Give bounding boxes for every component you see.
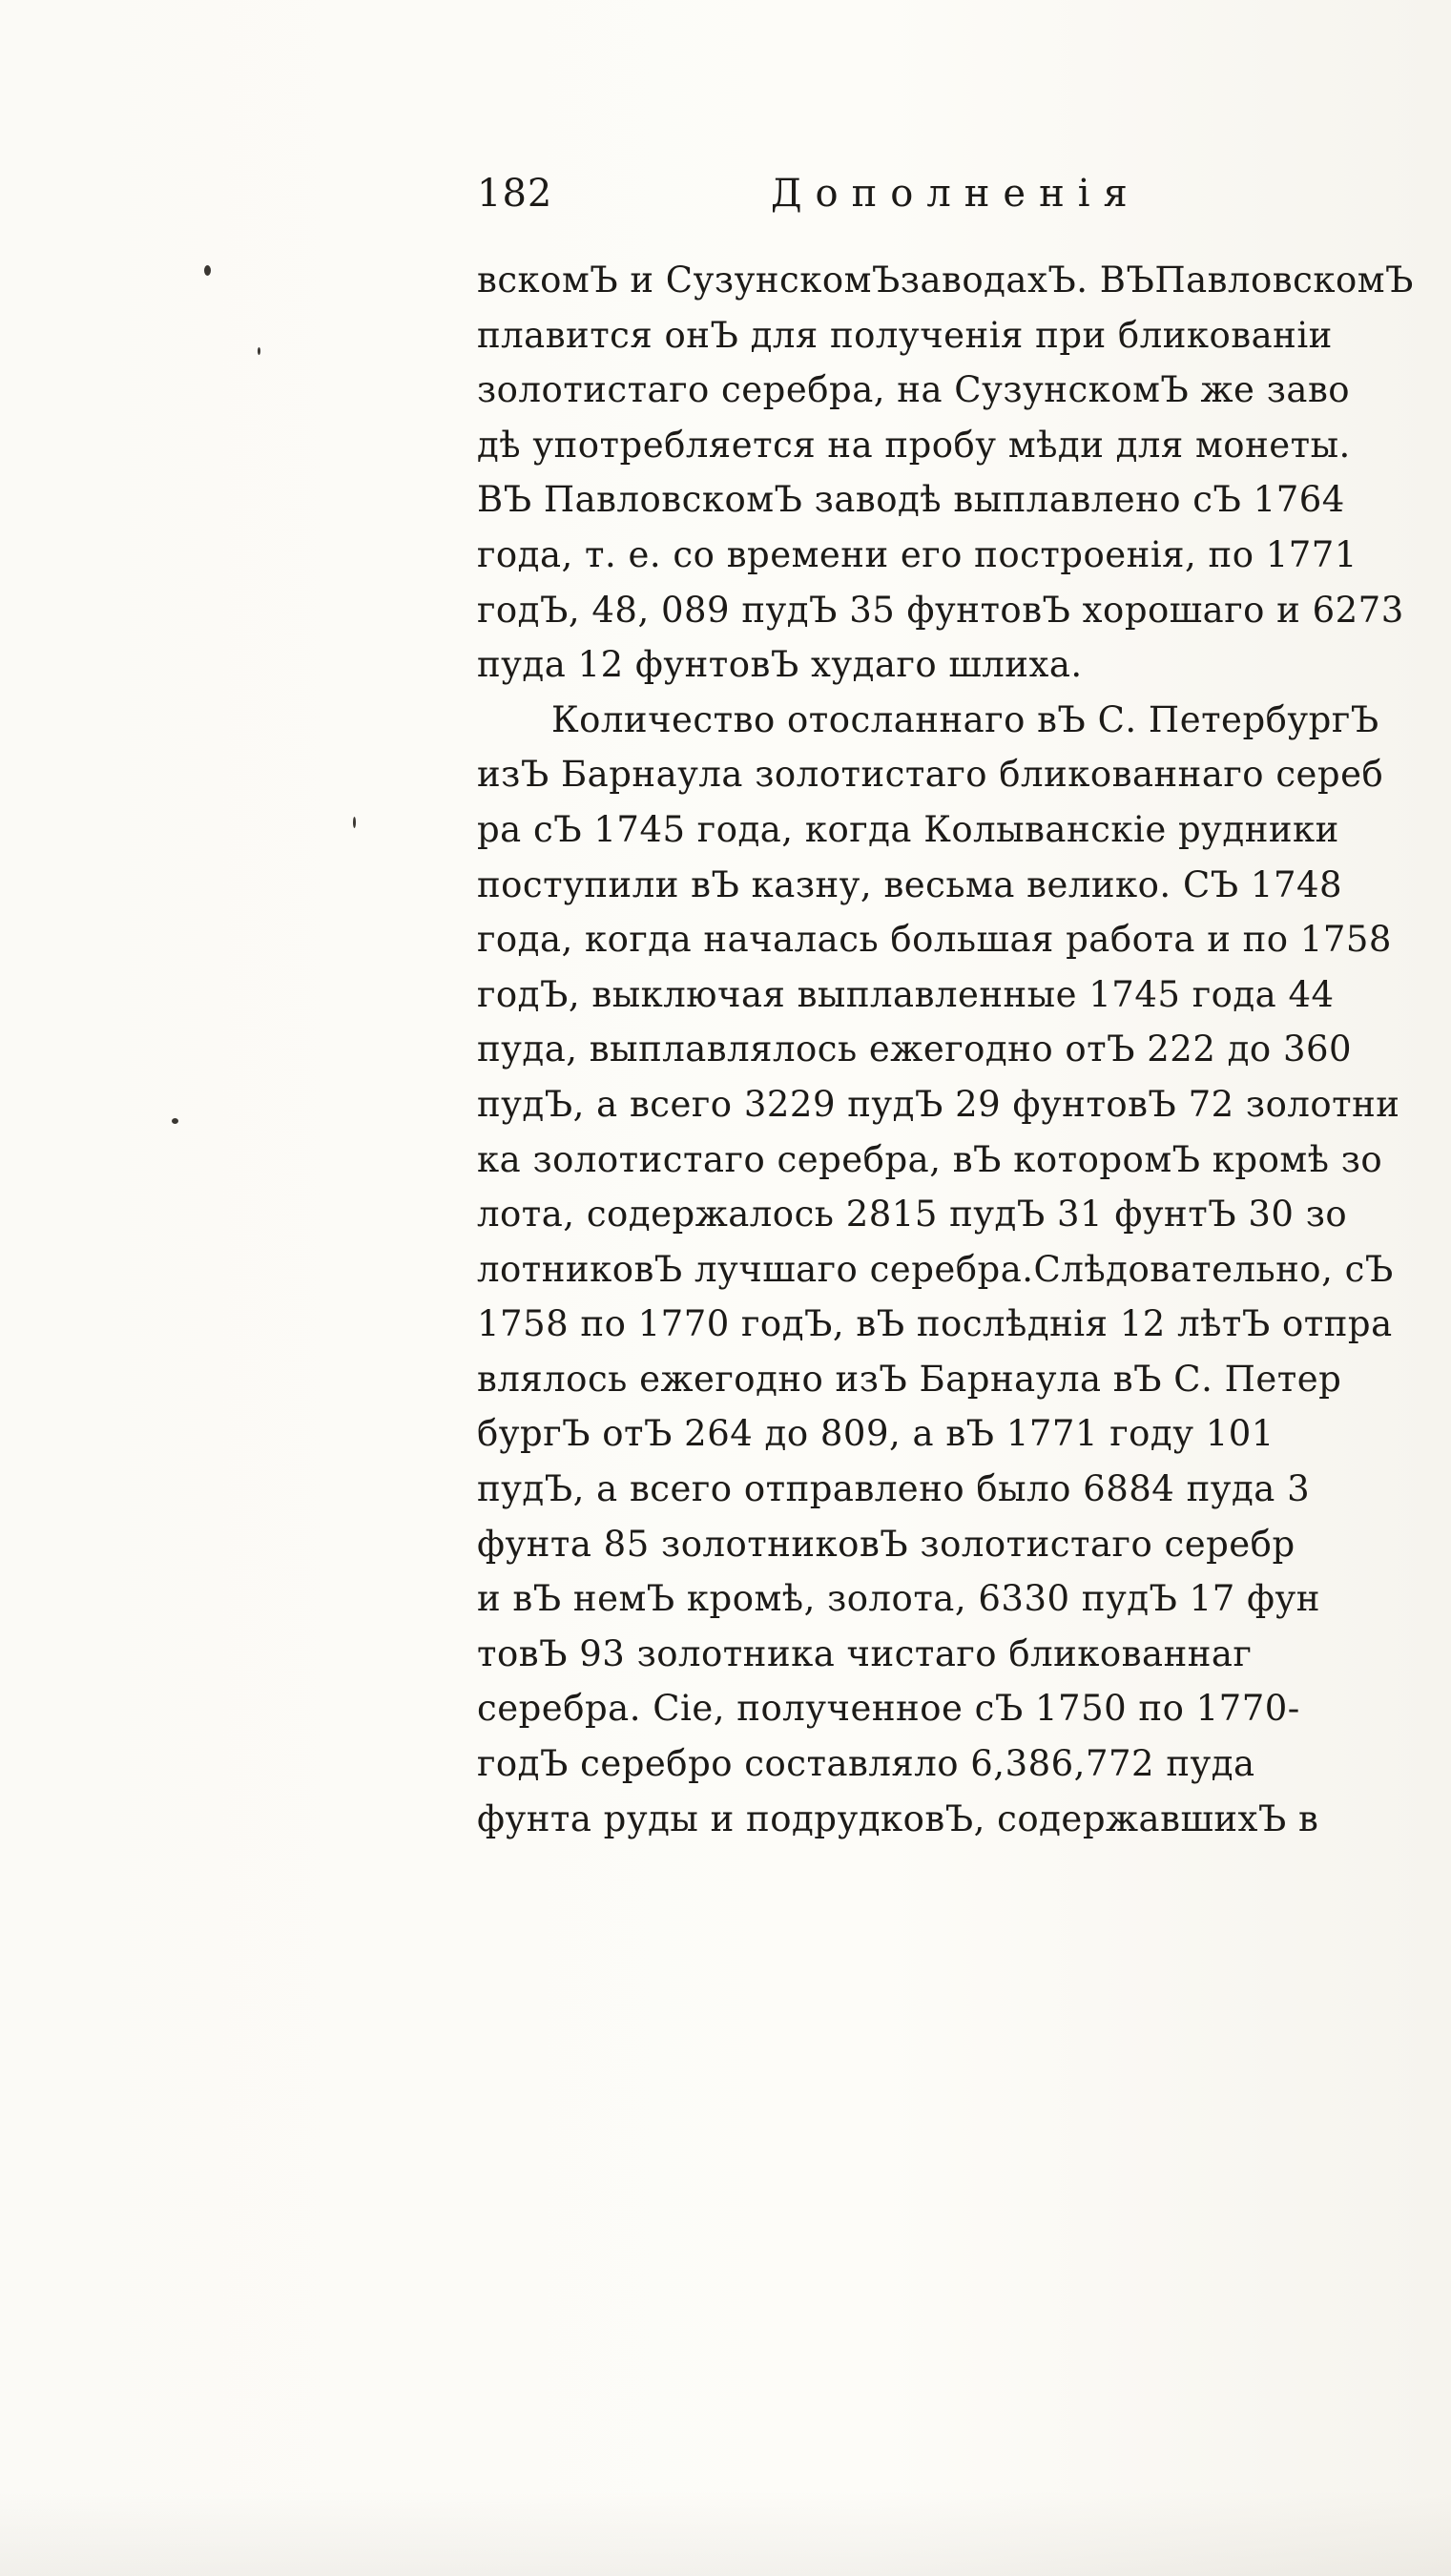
page-edge-shadow [0, 2490, 1451, 2576]
text-line: поступили вЪ казну, весьма велико. СЪ 1748 [477, 863, 1343, 905]
text-line: пудЪ, а всего отправлено было 6884 пуда 3 [477, 1468, 1311, 1510]
text-line: серебра. Сіе, полученное сЪ 1750 по 1770- [477, 1688, 1300, 1730]
body-text [477, 253, 1451, 1846]
page-header [477, 172, 1451, 229]
text-line: и вЪ немЪ кромѣ, золота, 6330 пудЪ 17 фун [477, 1578, 1320, 1620]
text-line: лотниковЪ лучшаго серебра.Слѣдовательно, сЪ [477, 1248, 1394, 1290]
text-line: годЪ, 48, 089 пудЪ 35 фунтовЪ хорошаго и 6273 [477, 589, 1404, 631]
text-line: пуда 12 фунтовЪ худаго шлиха. [477, 644, 1083, 686]
text-line: фунта 85 золотниковЪ золотистаго серебр [477, 1523, 1296, 1565]
text-line: плавится онЪ для полученія при бликованіи [477, 314, 1333, 356]
text-line: дѣ употребляется на пробу мѣди для монеты. [477, 424, 1351, 466]
ink-speck [172, 1118, 178, 1124]
text-line: годЪ серебро составляло 6,386,772 пуда [477, 1743, 1255, 1785]
text-line: пудЪ, а всего 3229 пудЪ 29 фунтовЪ 72 золотни [477, 1083, 1400, 1125]
text-line: года, когда началась большая работа и по 1758 [477, 919, 1392, 961]
ink-speck [204, 265, 211, 276]
text-line: вскомЪ и СузунскомЪзаводахЪ. ВЪПавловскомЪ [477, 260, 1414, 301]
text-line: золотистаго серебра, на СузунскомЪ же заво [477, 369, 1351, 411]
text-line: фунта руды и подрудковЪ, содержавшихЪ в [477, 1797, 1319, 1839]
paragraph-first-line: Количество отосланнаго вЪ С. ПетербургЪ [551, 698, 1379, 740]
text-line: ВЪ ПавловскомЪ заводѣ выплавлено сЪ 1764 [477, 479, 1345, 521]
text-line: изЪ Барнаула золотистаго бликованнаго сереб [477, 754, 1384, 796]
text-line: года, т. е. со времени его построенія, по 1771 [477, 533, 1358, 575]
text-line: бургЪ отЪ 264 до 809, а вЪ 1771 году 101 [477, 1413, 1275, 1455]
text-line: влялось ежегодно изЪ Барнаула вЪ С. Петер [477, 1358, 1342, 1400]
running-title: Дополненія [771, 172, 1141, 216]
text-line: ра сЪ 1745 года, когда Колыванскіе рудники [477, 808, 1339, 850]
text-line: 1758 по 1770 годЪ, вЪ послѣднія 12 лѣтЪ отпра [477, 1303, 1393, 1345]
ink-speck [353, 817, 356, 828]
text-line: товЪ 93 золотника чистаго бликованнаг [477, 1632, 1253, 1674]
page-number: 182 [477, 172, 553, 216]
text-line: годЪ, выключая выплавленные 1745 года 44 [477, 973, 1335, 1015]
text-line: пуда, выплавлялось ежегодно отЪ 222 до 360 [477, 1028, 1353, 1070]
text-line: лота, содержалось 2815 пудЪ 31 фунтЪ 30 зо [477, 1194, 1348, 1236]
text-line: ка золотистаго серебра, вЪ которомЪ кромѣ зо [477, 1138, 1383, 1180]
ink-speck [258, 347, 260, 355]
